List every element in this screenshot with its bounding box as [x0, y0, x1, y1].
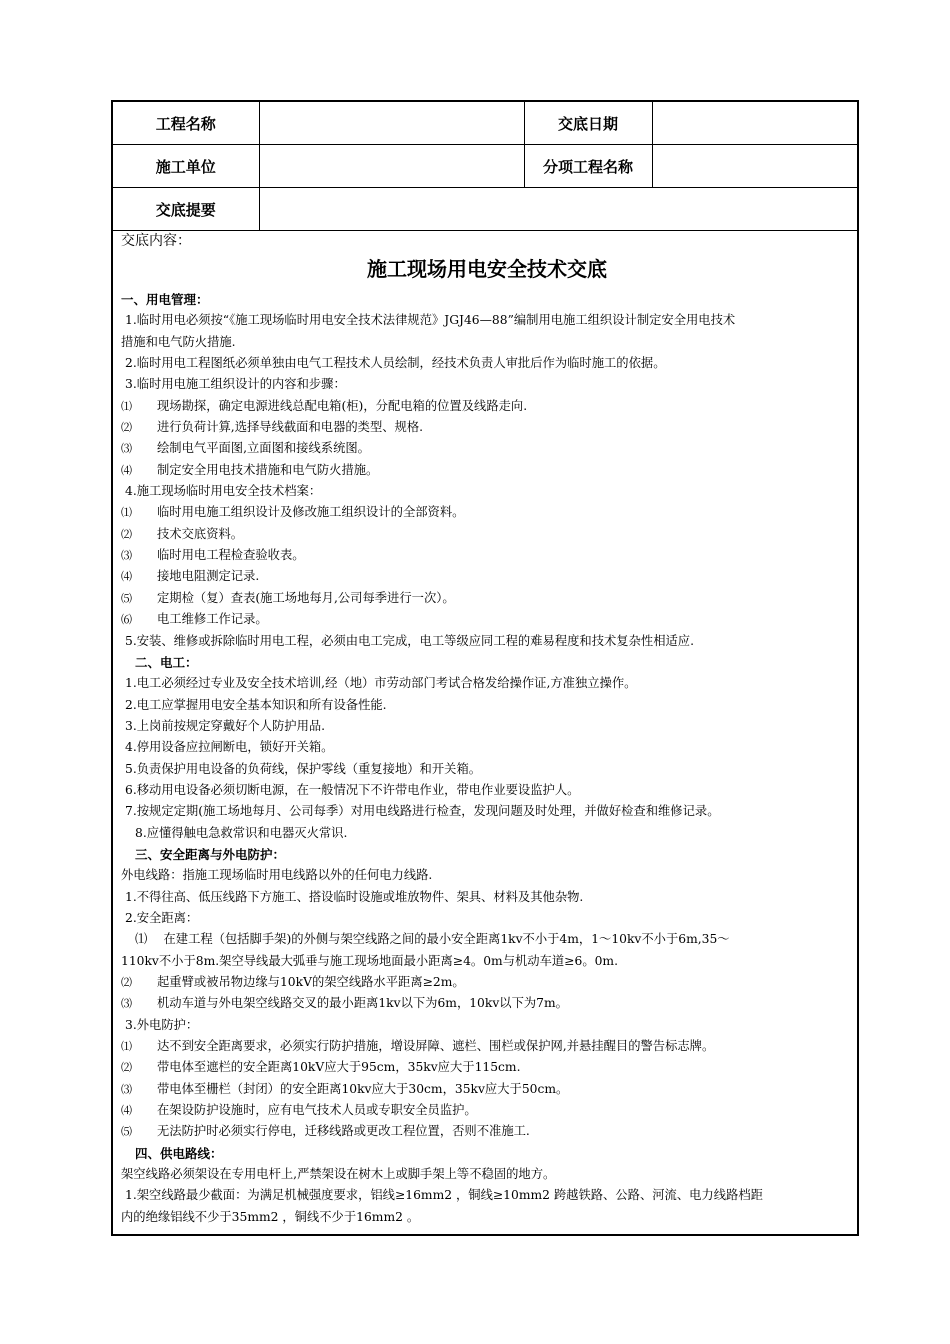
- sub-item-number: ⑵: [121, 527, 132, 541]
- content-sub-item: [121, 1121, 853, 1142]
- content-paragraph-line: 2.电工应掌握用电安全基本知识和所有设备性能.: [125, 697, 387, 712]
- sub-item-text: 技术交底资料。: [157, 526, 244, 541]
- content-sub-item: [121, 460, 853, 481]
- content-paragraph-line: 5.安装、维修或拆除临时用电工程，必须由电工完成，电工等级应同工程的难易程度和技术复杂性相适应.: [125, 633, 695, 648]
- content-paragraph-line: 2.安全距离：: [125, 910, 199, 925]
- sub-item-text: 带电体至栅栏（封闭）的安全距离10kv应大于30cm，35kv应大于50cm。: [157, 1081, 569, 1096]
- sub-item-number: ⑷: [121, 1104, 132, 1118]
- project-name-field[interactable]: [259, 102, 524, 145]
- content-sub-item: [121, 972, 853, 993]
- content-sub-item: [121, 438, 853, 459]
- content-paragraph-line: 3.外电防护：: [125, 1017, 199, 1032]
- sub-item-text: 电工维修工作记录。: [157, 612, 268, 627]
- sub-item-number: ⑶: [121, 442, 132, 456]
- disclosure-content: [113, 231, 857, 1228]
- content-paragraph-line: 3.临时用电施工组织设计的内容和步骤：: [125, 377, 346, 392]
- content-sub-item: [121, 1079, 853, 1100]
- content-sub-item: [121, 566, 853, 587]
- sub-project-label: 分项工程名称: [524, 145, 652, 188]
- content-paragraph-line: ⑴ 在建工程（包括脚手架)的外侧与架空线路之间的最小安全距离1kv不小于4m，1～10kv不小于6m,35～: [135, 932, 730, 947]
- sub-item-text: 机动车道与外电架空线路交叉的最小距离1kv以下为6m，10kv以下为7m。: [157, 996, 568, 1011]
- construction-unit-label: 施工单位: [113, 145, 259, 188]
- content-paragraph-line: 架空线路必须架设在专用电杆上,严禁架设在树木上或脚手架上等不稳固的地方。: [121, 1167, 556, 1182]
- section-heading: 一、用电管理：: [121, 292, 209, 307]
- construction-unit-field[interactable]: [259, 145, 524, 188]
- content-paragraph-line: 3.上岗前按规定穿戴好个人防护用品.: [125, 718, 326, 733]
- sub-item-number: ⑶: [121, 1082, 132, 1096]
- content-paragraph-line: 4.停用设备应拉闸断电，锁好开关箱。: [125, 740, 334, 755]
- sub-item-number: ⑹: [121, 613, 132, 627]
- sub-item-number: ⑶: [121, 997, 132, 1011]
- sub-item-text: 临时用电施工组织设计及修改施工组织设计的全部资料。: [157, 505, 465, 520]
- content-sub-item: [121, 609, 853, 630]
- disclosure-form: [111, 100, 859, 1236]
- section-heading: 四、供电路线：: [135, 1145, 223, 1161]
- sub-item-number: ⑷: [121, 463, 132, 477]
- sub-item-text: 临时用电工程检查验收表。: [157, 548, 305, 563]
- content-lines: [121, 289, 853, 1228]
- content-sub-item: [121, 524, 853, 545]
- sub-item-number: ⑸: [121, 1125, 132, 1139]
- content-paragraph-line: 6.移动用电设备必须切断电源，在一般情况下不许带电作业，带电作业要设监护人。: [125, 782, 580, 797]
- header-row-3: [113, 188, 857, 231]
- content-paragraph-line: 措施和电气防火措施.: [121, 334, 236, 349]
- sub-item-number: ⑷: [121, 570, 132, 584]
- sub-item-number: ⑶: [121, 549, 132, 563]
- sub-item-number: ⑵: [121, 421, 132, 435]
- content-paragraph-line: 5.负责保护用电设备的负荷线，保护零线（重复接地）和开关箱。: [125, 761, 482, 776]
- sub-item-text: 进行负荷计算,选择导线截面和电器的类型、规格.: [157, 420, 424, 435]
- sub-item-text: 无法防护时必须实行停电，迁移线路或更改工程位置，否则不准施工.: [157, 1124, 530, 1139]
- content-paragraph-line: 内的绝缘铝线不少于35mm2 ，铜线不少于16mm2 。: [121, 1209, 420, 1224]
- sub-item-text: 绘制电气平面图,立面图和接线系统图。: [157, 441, 370, 456]
- sub-item-text: 现场勘探，确定电源进线总配电箱(柜)，分配电箱的位置及线路走向.: [157, 398, 528, 413]
- content-paragraph-line: 4.施工现场临时用电安全技术档案：: [125, 484, 322, 499]
- sub-item-number: ⑴: [121, 1040, 132, 1054]
- content-paragraph-line: 1.电工必须经过专业及安全技术培训,经（地）市劳动部门考试合格发给操作证,方准独立操作。: [125, 676, 637, 691]
- content-sub-item: [121, 993, 853, 1014]
- content-paragraph-line: 7.按规定定期(施工场地每月、公司每季）对用电线路进行检查，发现问题及时处理，并做好检查和维修记录。: [125, 804, 720, 819]
- sub-item-number: ⑵: [121, 976, 132, 989]
- sub-item-text: 起重臂或被吊物边缘与10kV的架空线路水平距离≥2m。: [157, 975, 465, 989]
- section-heading: 三、安全距离与外电防护：: [135, 846, 286, 862]
- content-intro-label: 交底内容：: [121, 233, 191, 249]
- document-title: 施工现场用电安全技术交底: [367, 257, 607, 281]
- header-row-1: [113, 102, 857, 145]
- content-paragraph-line: 外电线路：指施工现场临时用电线路以外的任何电力线路.: [121, 868, 433, 883]
- sub-item-number: ⑴: [121, 399, 132, 413]
- summary-field[interactable]: [259, 188, 857, 231]
- content-paragraph-line: 2.临时用电工程图纸必须单独由电气工程技术人员绘制，经技术负责人审批后作为临时施工的依据。: [125, 356, 666, 371]
- content-sub-item: [121, 545, 853, 566]
- content-paragraph-line: 110kv不小于8m.架空导线最大弧垂与施工现场地面最小距离≥4。0m与机动车道≥6。0m.: [121, 953, 619, 968]
- sub-project-field[interactable]: [652, 145, 857, 188]
- summary-label: 交底提要: [113, 188, 259, 231]
- content-sub-item: [121, 588, 853, 609]
- content-paragraph-line: 1.架空线路最少截面：为满足机械强度要求，铝线≥16mm2 ，铜线≥10mm2 跨越铁路、公路、河流、电力线路档距: [125, 1188, 763, 1203]
- date-label: 交底日期: [524, 102, 652, 145]
- sub-item-number: ⑸: [121, 591, 132, 605]
- sub-item-number: ⑴: [121, 506, 132, 520]
- header-row-2: [113, 145, 857, 188]
- sub-item-number: ⑵: [121, 1061, 132, 1075]
- content-paragraph-line: 1.临时用电必须按“《施工现场临时用电安全技术法律规范》JGJ46—88”编制用电施工组织设计制定安全用电技术: [125, 313, 736, 328]
- content-paragraph-line: 1.不得往高、低压线路下方施工、搭设临时设施或堆放物件、架具、材料及其他杂物.: [125, 889, 584, 904]
- content-sub-item: [121, 1100, 853, 1121]
- sub-item-text: 达不到安全距离要求，必须实行防护措施，增设屏障、遮栏、围栏或保护网,并悬挂醒目的警告标志牌。: [157, 1039, 715, 1054]
- sub-item-text: 在架设防护设施时，应有电气技术人员或专职安全员监护。: [157, 1103, 477, 1118]
- content-sub-item: [121, 396, 853, 417]
- project-name-label: 工程名称: [113, 102, 259, 145]
- content-sub-item: [121, 417, 853, 438]
- content-paragraph-line: 8.应懂得触电急救常识和电器灭火常识.: [135, 825, 348, 840]
- header-table: [113, 102, 857, 231]
- sub-item-text: 定期检（复）查表(施工场地每月,公司每季进行一次）。: [157, 590, 455, 605]
- section-heading: 二、电工：: [135, 654, 198, 670]
- content-sub-item: [121, 1057, 853, 1078]
- sub-item-text: 制定安全用电技术措施和电气防火措施。: [157, 462, 379, 477]
- content-sub-item: [121, 502, 853, 523]
- sub-item-text: 带电体至遮栏的安全距离10kV应大于95cm，35kv应大于115cm.: [157, 1060, 521, 1075]
- date-field[interactable]: [652, 102, 857, 145]
- content-sub-item: [121, 1036, 853, 1057]
- sub-item-text: 接地电阻测定记录.: [157, 569, 260, 584]
